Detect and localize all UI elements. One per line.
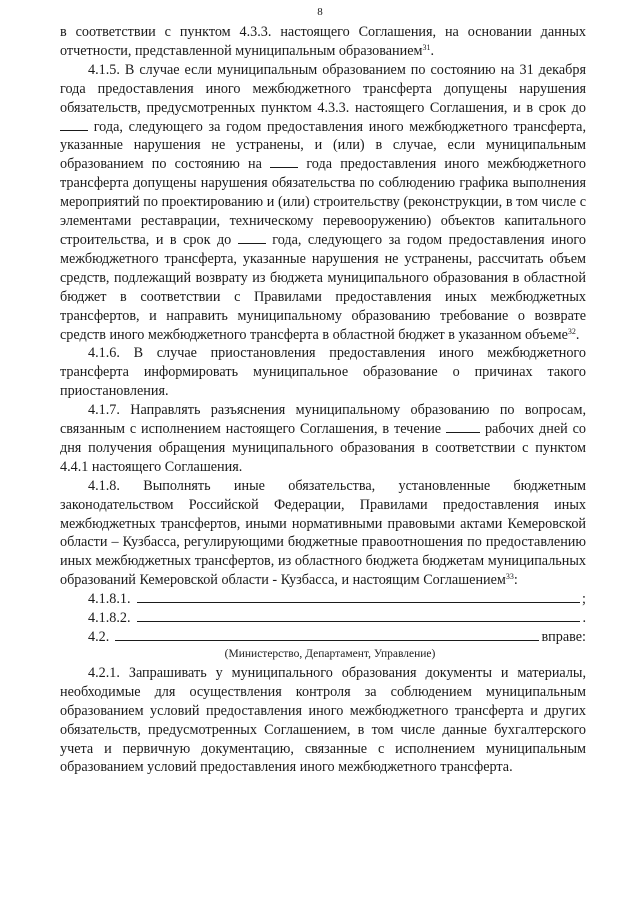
item-4-1-8-1-label: 4.1.8.1. [88,591,131,608]
paragraph-intro-end: . [430,42,435,59]
paragraph-4-1-8-text: 4.1.8. Выполнять иные обязательства, установленные бюджетным законодательством Российской Федерации, Правилами предоставления иных межбюджетных трансфертов, иными нормативными правовыми актами Кемеровской области – Кузбасса, регулирующими бюджетные правоотношения по предоставлению иных межбюджетных трансфертов, из областного бюджета бюджетам муниципальных образований Кемеровской области - Кузбасса, и настоящим Соглашением [60,477,586,589]
paragraph-4-1-7-part2: рабочих дней со дня получения обращения муниципального образования в соответствии с пунктом 4.4.1 настоящего Соглашения. [60,421,587,475]
paragraph-4-1-5-part2: года, следующего за годом предоставления иного межбюджетного трансферта, указанные нарушения не устранены, и (или) в случае, если муниципальным образованием по состоянию на [60,118,587,173]
item-4-2 [60,628,586,647]
item-4-1-8-1 [60,590,586,609]
paragraph-4-1-8 [60,477,586,590]
paragraph-intro [60,23,586,61]
document-body [60,23,586,777]
item-4-1-8-2 [60,609,586,628]
item-4-2-label: 4.2. [88,629,110,645]
paragraph-4-1-6: 4.1.6. В случае приостановления предоставления иного межбюджетного трансферта информировать муниципальное образование о причинах такого приостановления. [60,345,586,400]
blank-line [60,118,88,131]
paragraph-4-1-7-part1: 4.1.7. Направлять разъяснения муниципальному образованию по вопросам, связанным с исполнением настоящего Соглашения, в течение [60,402,586,438]
paragraph-intro-text: в соответствии с пунктом 4.3.3. настоящего Соглашения, на основании данных отчетности, представленной муниципальным образованием [60,24,586,59]
item-4-1-8-1-end: ; [582,591,586,608]
page-number: 8 [317,6,323,18]
paragraph-4-2-1: 4.2.1. Запрашивать у муниципального образования документы и материалы, необходимые для осуществления контроля за соблюдением муниципальным образованием условий предоставления иного межбюджетного трансферта и других обязательств, предусмотренных Соглашением, в том числе данные бухгалтерского учета и первичную документацию, связанные с исполнением муниципальным образованием условий предоставления иного межбюджетного трансферта. [60,664,586,776]
fill-line [115,640,539,641]
footnote-ref-33: 33 [505,572,514,582]
footnote-ref-32: 32 [567,326,576,336]
fill-caption: (Министерство, Департамент, Управление) [224,647,436,660]
paragraph-4-1-5-part3: года предоставления иного межбюджетного трансферта допущены нарушения обязательства по соблюдению графика выполнения мероприятий по проектированию и (или) строительству (реконструкции, в том числе с элементами реставрации, техническому перевооружению) объектов капитального строительства, и в срок до [60,156,587,248]
item-4-1-8-2-label: 4.1.8.2. [88,610,131,627]
blank-line [270,155,298,168]
blank-line [238,231,266,244]
footnote-ref-31: 31 [422,42,431,52]
paragraph-4-1-5-end: . [575,326,580,343]
fill-line [137,602,580,603]
fill-line [137,621,581,622]
paragraph-4-1-5 [60,61,586,345]
paragraph-4-1-5-part4: года, следующего за годом предоставления иного межбюджетного трансферта, указанные нарушения не устранены, рассчитать объем средств, подлежащий возврату из бюджета муниципального образования в областной бюджет в соответствии с Правилами предоставления иных межбюджетных трансфертов, и направить муниципальному образованию требование о возврате средств иного межбюджетного трансферта в областной бюджет в указанном объеме [60,231,586,343]
paragraph-4-1-7 [60,401,586,477]
item-4-1-8-2-end: . [582,610,586,627]
paragraph-4-1-5-part1: 4.1.5. В случае если муниципальным образованием по состоянию на 31 декабря года предоставления иного межбюджетного трансферта допущены нарушения обязательств, предусмотренных пунктом 4.3.3. настоящего Соглашения, и в срок до [60,61,586,116]
item-4-2-end: вправе: [541,629,586,645]
paragraph-4-1-8-end: : [513,572,518,589]
blank-line [446,420,480,433]
